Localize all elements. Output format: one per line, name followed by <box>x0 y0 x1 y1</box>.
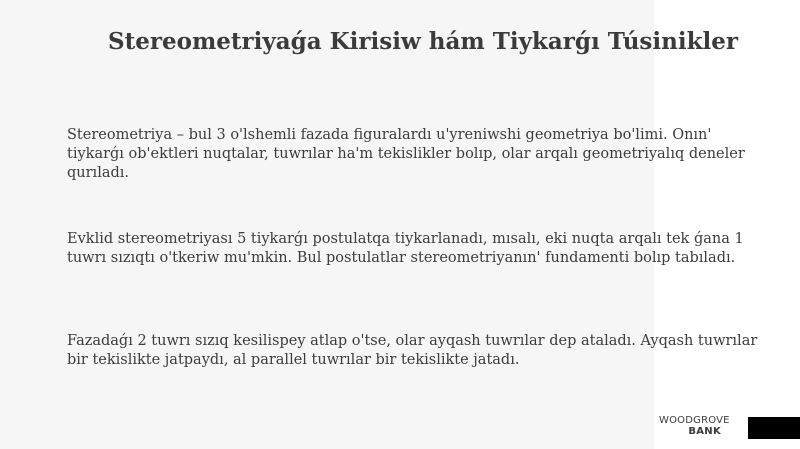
logo-line-woodgrove: WOODGROVE <box>659 415 730 426</box>
black-accent-box <box>748 417 800 439</box>
paragraph-skew-lines: Fazadaǵı 2 tuwrı sızıq kesilispey atlap o'tse, olar ayqash tuwrılar dep ataladı. Ayqash tuwrılar bir tekislikte jatpaydı, al parallel tuwrılar bir tekislikte jatadı. <box>67 333 758 368</box>
paragraph-definition: Stereometriya – bul 3 o'lshemli fazada figuralardı u'yreniwshi geometriya bo'limi. Onın' tiykarǵı ob'ektleri nuqtalar, tuwrılar ha'm tekislikler bolıp, olar arqalı geometriyalıq deneler qurıladı. <box>67 127 745 181</box>
slide-title: Stereometriyaǵa Kirisiw hám Tiykarǵı Túsinikler <box>108 28 739 55</box>
logo-line-bank: BANK <box>688 426 721 437</box>
woodgrove-bank-logo <box>659 415 730 437</box>
paragraph-postulates: Evklid stereometriyası 5 tiykarǵı postulatqa tiykarlanadı, mısalı, eki nuqta arqalı tek ǵana 1 tuwrı sızıqtı o'tkeriw mu'mkin. Bul postulatlar stereometriyanın' fundamenti bolıp tabıladı. <box>67 231 744 266</box>
